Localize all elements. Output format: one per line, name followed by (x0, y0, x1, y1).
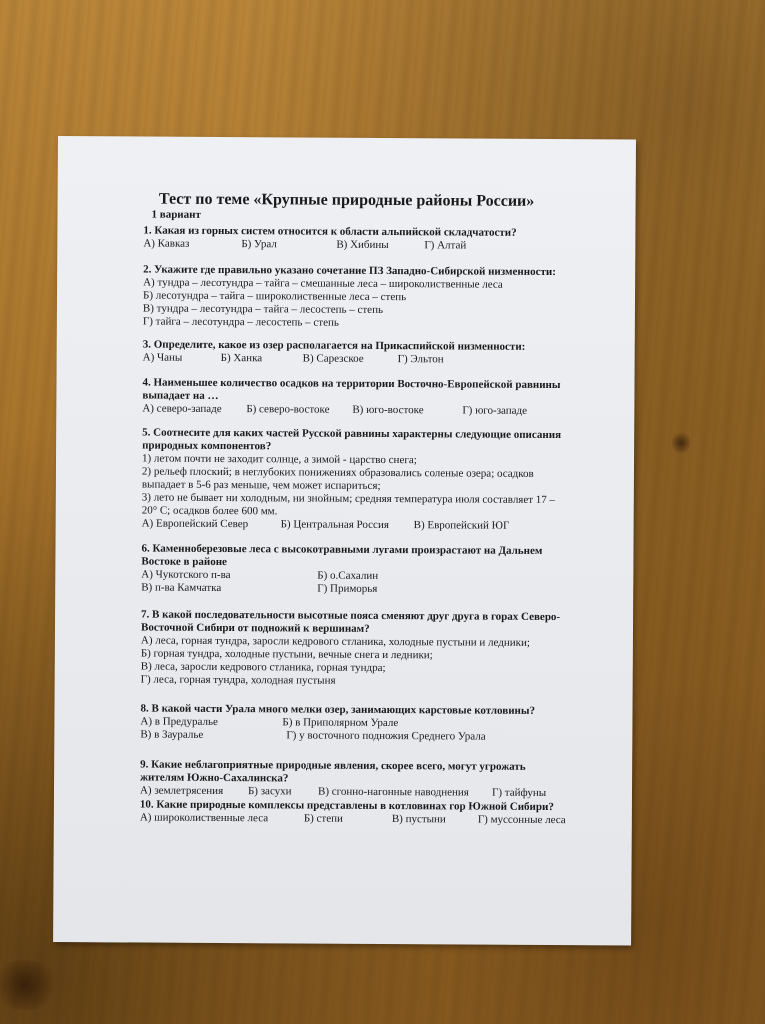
answer-option: В) Хибины (336, 238, 389, 252)
question-8 (140, 703, 600, 745)
answer-option: В) пустыни (391, 813, 446, 826)
question-9 (140, 759, 600, 801)
answer-option: Г) Алтай (424, 239, 467, 252)
answer-option: Б) Ханка (220, 351, 263, 365)
answer-option: А) в Предуралье (140, 715, 218, 728)
description-line: 3) лето не бывает ни холодным, ни знойным; средняя температура июля составляет 17 – (141, 491, 556, 507)
description-line: выпадает в 5-6 раз меньше, чем может испариться; (141, 478, 381, 492)
answer-option: Г) Приморья (317, 582, 378, 595)
answer-option: Б) засухи (247, 785, 292, 798)
answer-line: Г) тайга – лесотундра – лесостепь – степь (142, 315, 339, 329)
answer-option: Г) Эльтон (397, 353, 444, 366)
answer-option: Б) Центральная Россия (280, 518, 389, 532)
question-4 (142, 377, 602, 419)
answer-options (141, 582, 601, 598)
answer-option: Б) в Приполярном Урале (282, 716, 399, 730)
question-6 (141, 543, 601, 598)
answer-option: Б) Урал (241, 238, 277, 251)
page-title: Тест по теме «Крупные природные районы России» (158, 190, 535, 210)
answer-line: А) леса, горная тундра, заросли кедрового стланика, холодные пустыни и ледники; (140, 634, 530, 649)
question-10 (140, 799, 600, 828)
answer-options (142, 403, 602, 419)
question-title: природных компонентов? (142, 439, 272, 453)
question-5 (142, 427, 603, 534)
question-1 (143, 225, 603, 254)
answer-line: Б) горная тундра, холодные пустыни, вечные снега и ледники; (140, 647, 433, 662)
question-title: 7. В какой последовательности высотные пояса сменяют друг друга в горах Северо- (141, 608, 561, 624)
answer-option: А) широколиственные леса (139, 811, 269, 825)
question-title: Востоке в районе (141, 555, 227, 569)
wood-knot (672, 430, 690, 456)
answer-options (140, 729, 600, 745)
question-title: 4. Наименьшее количество осадков на территории Восточно-Европейской равнины (142, 376, 561, 392)
answer-line: А) тундра – лесотундра – тайга – смешанные леса – широколиственные леса (143, 276, 503, 291)
answer-option: В) в Зауралье (140, 728, 204, 741)
test-sheet (53, 136, 636, 946)
answer-option: В) Европейский ЮГ (413, 519, 510, 532)
answer-options (143, 352, 603, 368)
answer-option: А) Чукотского п-ва (141, 568, 231, 582)
answer-option: Б) северо-востоке (246, 403, 330, 416)
answer-options (142, 518, 602, 534)
answer-option: В) сгонно-нагонные наводнения (317, 785, 469, 799)
question-title: жителям Южно-Сахалинска? (140, 771, 289, 785)
description-line: 1) летом почти не заходит солнце, а зимой - царство снега; (141, 452, 417, 467)
question-title: 5. Соотнесите для каких частей Русской равнины характерны следующие описания (142, 426, 562, 442)
answer-option: Г) муссонные леса (477, 813, 566, 827)
question-title: 10. Какие природные комплексы представлены в котловинах гор Южной Сибири? (139, 798, 554, 814)
question-title: 8. В какой части Урала много мелки озер, занимающих карстовые котловины? (140, 702, 536, 717)
answer-option: А) северо-западе (142, 402, 222, 416)
answer-option: Г) юго-западе (462, 404, 528, 417)
description-line: 2) рельеф плоский; в неглубоких понижениях образовались соленые озера; осадков (141, 465, 534, 480)
answer-option: Г) у восточного подножия Среднего Урала (286, 729, 486, 743)
question-title: Восточной Сибири от подножий к вершинам? (140, 621, 370, 635)
answer-option: Б) о.Сахалин (317, 569, 379, 582)
answer-line: Г) леса, горная тундра, холодная пустыня (140, 673, 336, 687)
answer-line: Б) лесотундра – тайга – широколиственные леса – степь (142, 289, 407, 304)
question-2 (143, 264, 603, 332)
answer-option: Б) степи (303, 812, 343, 825)
question-title: 2. Укажите где правильно указано сочетание ПЗ Западно-Сибирской низменности: (143, 263, 556, 279)
answer-option: А) Европейский Север (141, 517, 249, 531)
question-title: выпадает на … (142, 389, 219, 402)
answer-option: В) Сарезское (302, 352, 364, 365)
question-title: 1. Какая из горных систем относится к области альпийской складчатости? (143, 224, 517, 239)
question-3 (143, 339, 603, 368)
answer-option: А) Кавказ (143, 237, 190, 250)
description-line: 20° С; осадков более 600 мм. (141, 504, 278, 518)
answer-option: А) землетрясения (139, 784, 224, 798)
question-7 (141, 609, 601, 690)
question-title: 3. Определите, какое из озер располагается на Прикаспийской низменности: (142, 338, 526, 353)
answer-line: В) леса, заросли кедрового стланика, горная тундра; (140, 660, 386, 675)
answer-options (140, 812, 600, 828)
wood-knot (0, 960, 60, 1010)
answer-options (143, 238, 603, 254)
variant-label: 1 вариант (151, 208, 201, 221)
answer-option: Г) тайфуны (491, 786, 547, 799)
question-title: 6. Каменноберезовые леса с высокотравными лугами произрастают на Дальнем (141, 542, 543, 557)
answer-option: А) Чаны (142, 351, 183, 364)
answer-option: В) п-ва Камчатка (141, 581, 222, 595)
answer-option: В) юго-востоке (352, 403, 424, 417)
question-title: 9. Какие неблагоприятные природные явления, скорее всего, могут угрожать (140, 758, 526, 773)
answer-line: В) тундра – лесотундра – тайга – лесостепь – степь (142, 302, 384, 316)
